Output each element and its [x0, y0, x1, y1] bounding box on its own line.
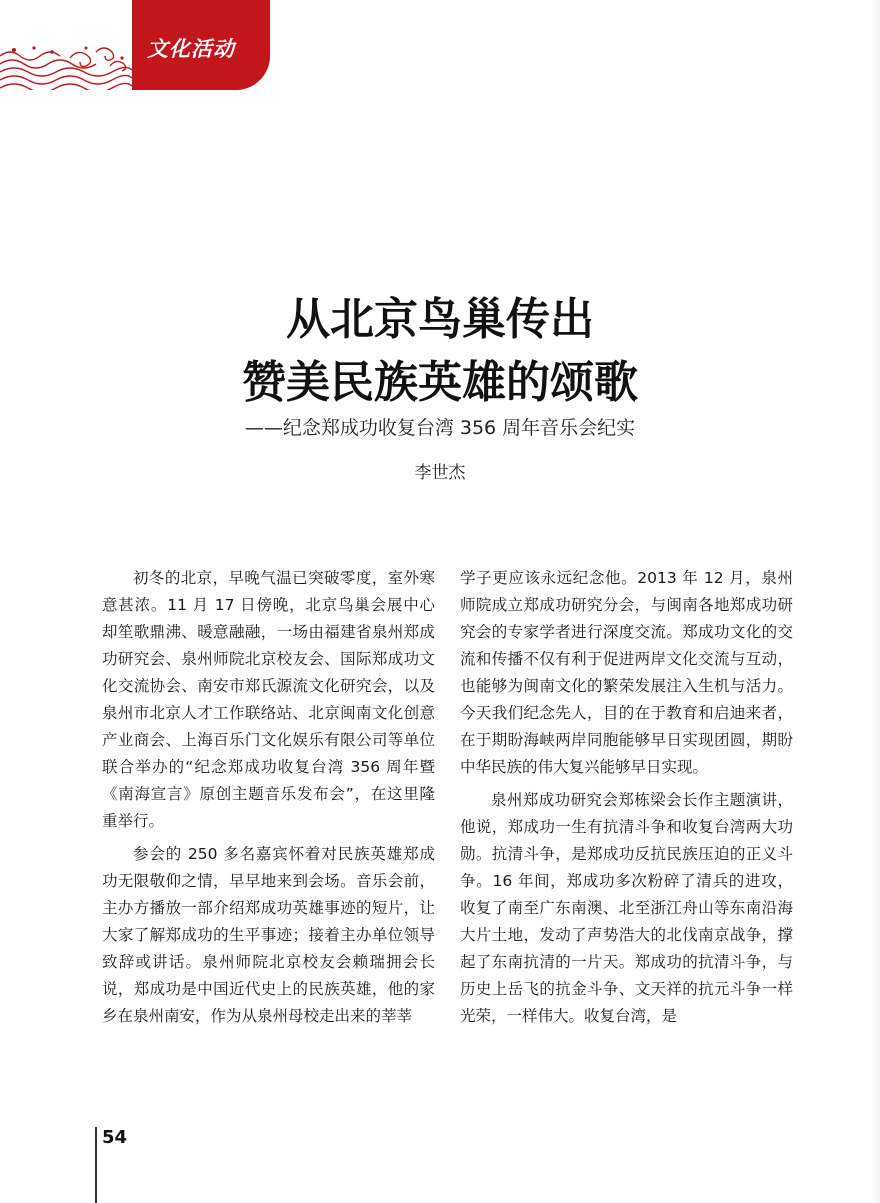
paragraph: 泉州郑成功研究会郑栋梁会长作主题演讲，他说，郑成功一生有抗清斗争和收复台湾两大功勋。抗清斗争，是郑成功反抗民族压迫的正义斗争。16 年间，郑成功多次粉碎了清兵的进攻，收复了南至广东南澳、北至浙江舟山等东南沿海大片土地，发动了声势浩大的北伐南京战争，撑起了东南抗清的一片天。郑成功的抗清斗争，与历史上岳飞的抗金斗争、文天祥的抗元斗争一样光荣，一样伟大。收复台湾，是: [460, 791, 793, 1025]
article-author: 李世杰: [414, 463, 466, 483]
body-column-right: [460, 565, 793, 1030]
page-number: 54: [102, 1127, 128, 1148]
section-header: [0, 0, 270, 90]
paragraph: 学子更应该永远纪念他。2013 年 12 月，泉州师院成立郑成功研究分会，与闽南各地郑成功研究会的专家学者进行深度交流。郑成功文化的交流和传播不仅有利于促进两岸文化交流与互动，也能够为闽南文化的繁荣发展注入生机与活力。今天我们纪念先人，目的在于教育和启迪来者，在于期盼海峡两岸同胞能够早日实现团圆，期盼中华民族的伟大复兴能够早日实现。: [460, 569, 793, 776]
article-subtitle: ——纪念郑成功收复台湾 356 周年音乐会纪实: [244, 417, 636, 439]
wave-pattern-icon: [0, 44, 132, 90]
page-fold-shadow: [872, 0, 880, 1203]
page-rule: [95, 1127, 97, 1203]
section-label: 文化活动: [147, 36, 235, 61]
paragraph: 参会的 250 多名嘉宾怀着对民族英雄郑成功无限敬仰之情，早早地来到会场。音乐会前，主办方播放一部介绍郑成功英雄事迹的短片，让大家了解郑成功的生平事迹；接着主办单位领导致辞或讲话。泉州师院北京校友会赖瑞拥会长说，郑成功是中国近代史上的民族英雄，他的家乡在泉州南安，作为从泉州母校走出来的莘莘: [102, 845, 435, 1025]
article-title-line-1: 从北京鸟巢传出: [286, 294, 594, 345]
body-column-left: [102, 565, 435, 1030]
article-title-line-2: 赞美民族英雄的颂歌: [242, 357, 638, 408]
paragraph: 初冬的北京，早晚气温已突破零度，室外寒意甚浓。11 月 17 日傍晚，北京鸟巢会展中心却笙歌鼎沸、暖意融融，一场由福建省泉州郑成功研究会、泉州师院北京校友会、国际郑成功文化交流协会、南安市郑氏源流文化研究会，以及泉州市北京人才工作联络站、北京闽南文化创意产业商会、上海百乐门文化娱乐有限公司等单位联合举办的“纪念郑成功收复台湾 356 周年暨《南海宣言》原创主题音乐发布会”，在这里隆重举行。: [102, 569, 435, 830]
